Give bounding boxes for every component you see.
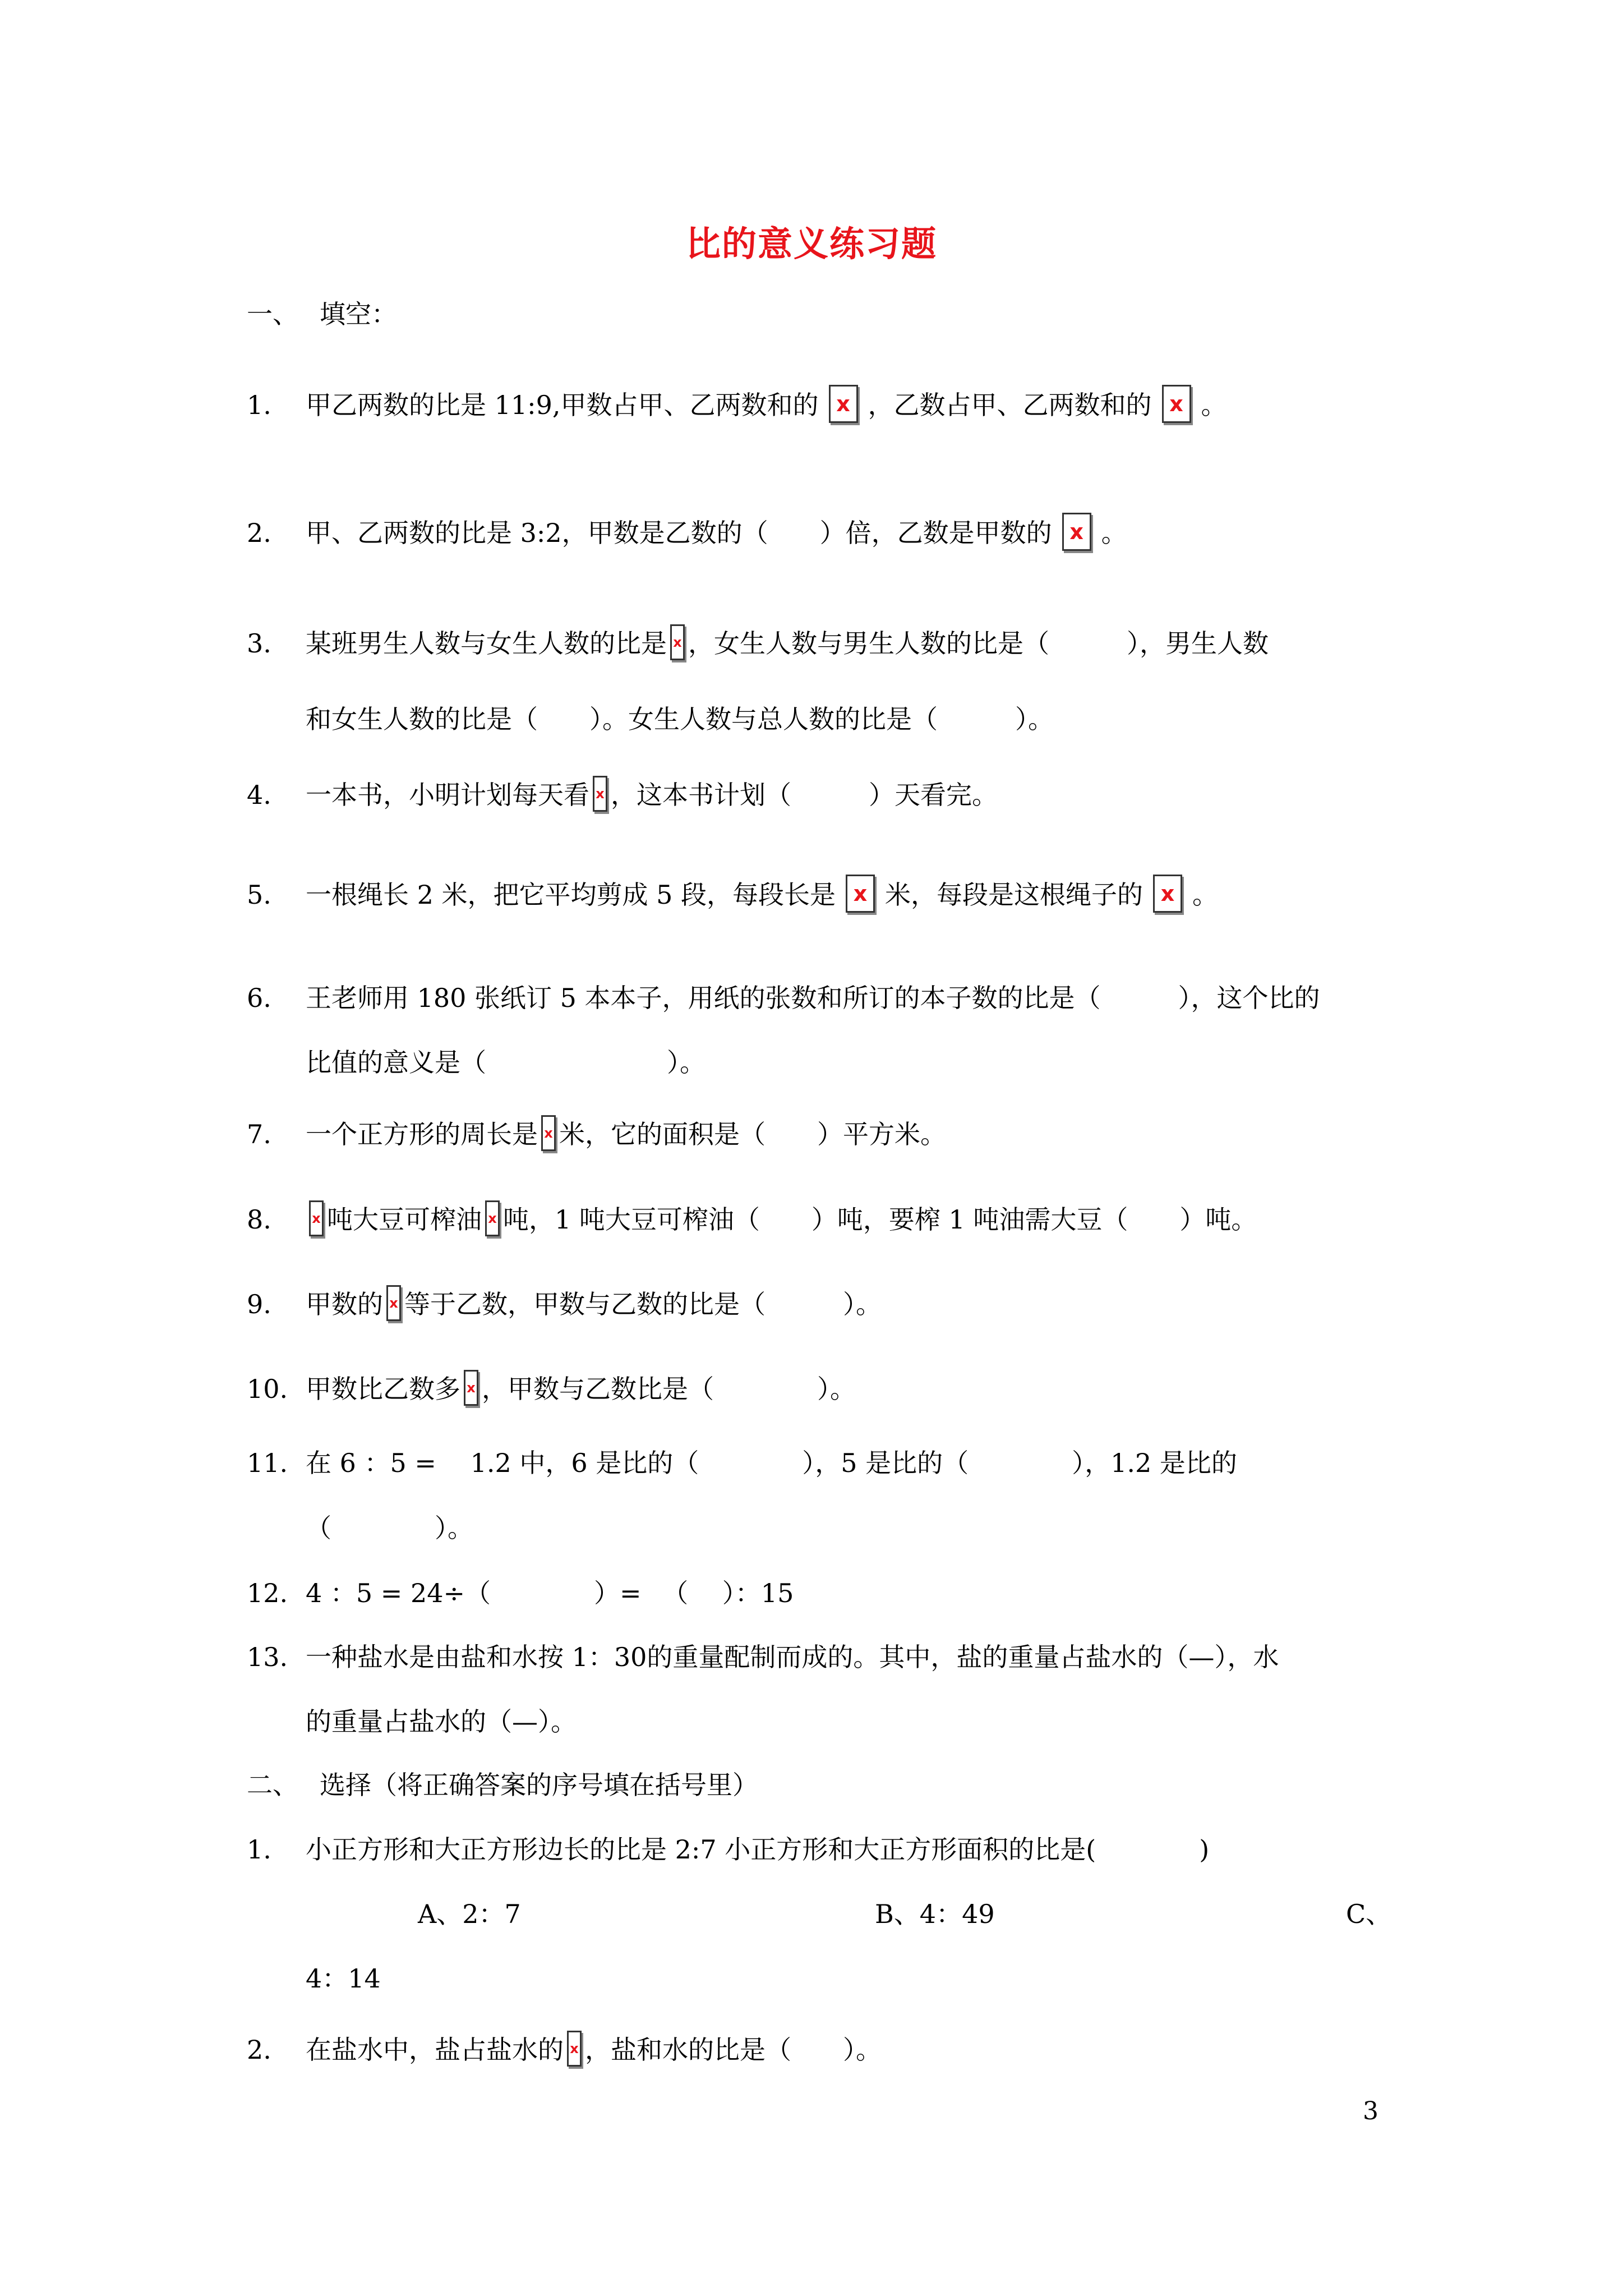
- option-c-continued: 4：14: [306, 1963, 381, 1994]
- broken-image-icon: x: [593, 776, 607, 812]
- option-b: B、4：49: [875, 1899, 995, 1929]
- broken-image-icon: x: [309, 1200, 324, 1236]
- option-c: C、: [1346, 1899, 1392, 1929]
- page-title: 比的意义练习题: [685, 223, 937, 264]
- question-1-4: 4. 一本书，小明计划每天看 x ，这本书计划（ ）天看完。: [247, 777, 998, 815]
- question-1-7: 7. 一个正方形的周长是 x 米，它的面积是（ ）平方米。: [247, 1116, 946, 1154]
- question-1-11-continued: （ ）。: [306, 1513, 473, 1543]
- broken-image-icon: x: [386, 1285, 401, 1321]
- page-number: 3: [1363, 2097, 1378, 2125]
- question-1-13: 13. 一种盐水是由盐和水按 1：30的重量配制而成的。其中，盐的重量占盐水的（—），水: [247, 1642, 1279, 1672]
- broken-image-icon: x: [1153, 875, 1182, 913]
- question-1-6: 6. 王老师用 180 张纸订 5 本本子，用纸的张数和所订的本子数的比是（ ），这个比的: [247, 983, 1320, 1013]
- broken-image-icon: x: [541, 1115, 556, 1151]
- question-1-13-continued: 的重量占盐水的（—）。: [306, 1706, 577, 1737]
- question-1-1: 1. 甲乙两数的比是 11:9,甲数占甲、乙两数和的 x ，乙数占甲、乙两数和的 x 。: [247, 387, 1227, 426]
- broken-image-icon: x: [567, 2031, 582, 2067]
- question-1-2: 2. 甲、乙两数的比是 3:2，甲数是乙数的（ ）倍，乙数是甲数的 x 。: [247, 515, 1127, 554]
- broken-image-icon: x: [846, 875, 875, 913]
- broken-image-icon: x: [670, 624, 685, 660]
- question-1-6-continued: 比值的意义是（ ）。: [306, 1047, 706, 1078]
- broken-image-icon: x: [829, 385, 858, 423]
- question-2-2: 2. 在盐水中，盐占盐水的 x ，盐和水的比是（ ）。: [247, 2032, 882, 2070]
- question-1-11: 11. 在 6 ：5 = 1.2 中，6 是比的（ ），5 是比的（ ），1.2 是比的: [247, 1448, 1237, 1478]
- question-1-3-continued: 和女生人数的比是（ ）。女生人数与总人数的比是（ ）。: [306, 704, 1054, 734]
- question-1-8: 8. x 吨大豆可榨油 x 吨，1 吨大豆可榨油（ ）吨，要榨 1 吨油需大豆（ ）吨。: [247, 1202, 1257, 1240]
- question-1-12: 12. 4 ：5 = 24÷（ ）= （ ）：15: [247, 1578, 794, 1608]
- broken-image-icon: x: [1162, 385, 1191, 423]
- broken-image-icon: x: [1062, 513, 1091, 551]
- question-1-3: 3. 某班男生人数与女生人数的比是 x ，女生人数与男生人数的比是（ ），男生人数: [247, 625, 1269, 664]
- question-2-1: 1. 小正方形和大正方形边长的比是 2:7 小正方形和大正方形面积的比是( ): [247, 1834, 1210, 1865]
- broken-image-icon: x: [464, 1370, 478, 1406]
- broken-image-icon: x: [485, 1200, 500, 1236]
- question-1-10: 10. 甲数比乙数多 x ，甲数与乙数比是（ ）。: [247, 1371, 856, 1409]
- question-1-9: 9. 甲数的 x 等于乙数，甲数与乙数的比是（ ）。: [247, 1286, 882, 1324]
- section2-heading: 二、 选择（将正确答案的序号填在括号里）: [247, 1770, 758, 1800]
- section1-heading: 一、 填空：: [247, 299, 397, 329]
- question-1-5: 5. 一根绳长 2 米，把它平均剪成 5 段，每段长是 x 米，每段是这根绳子的 x 。: [247, 877, 1218, 916]
- option-a: A、2：7: [418, 1899, 521, 1929]
